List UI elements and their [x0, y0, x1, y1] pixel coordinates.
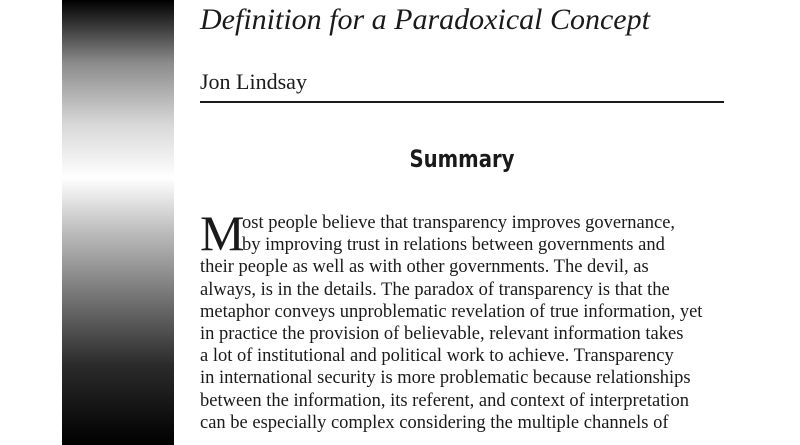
body-line: can be especially complex considering the multiple channels of: [200, 412, 669, 433]
drop-cap: M: [200, 205, 245, 261]
body-line: in practice the provision of believable, relevant information takes: [200, 323, 684, 344]
author-name: Jon Lindsay: [200, 69, 307, 94]
body-line: a lot of institutional and political work to achieve. Transparency: [200, 346, 674, 367]
body-line: ost people believe that transparency improves governance,: [242, 213, 676, 233]
body-line: by improving trust in relations between governments and: [242, 235, 665, 256]
summary-heading: Summary: [409, 145, 515, 173]
body-line: always, is in the details. The paradox of transparency is that the: [200, 279, 670, 300]
summary-body: [200, 205, 730, 434]
title-divider: [200, 101, 724, 103]
body-line: metaphor conveys unproblematic revelation of true information, yet: [200, 301, 703, 322]
body-line: their people as well as with other governments. The devil, as: [200, 257, 649, 278]
decorative-gradient-bar: [62, 0, 174, 445]
article-title: Definition for a Paradoxical Concept: [200, 3, 650, 36]
body-line: in international security is more problematic because relationships: [200, 368, 691, 389]
body-line: between the information, its referent, and context of interpretation: [200, 390, 690, 411]
